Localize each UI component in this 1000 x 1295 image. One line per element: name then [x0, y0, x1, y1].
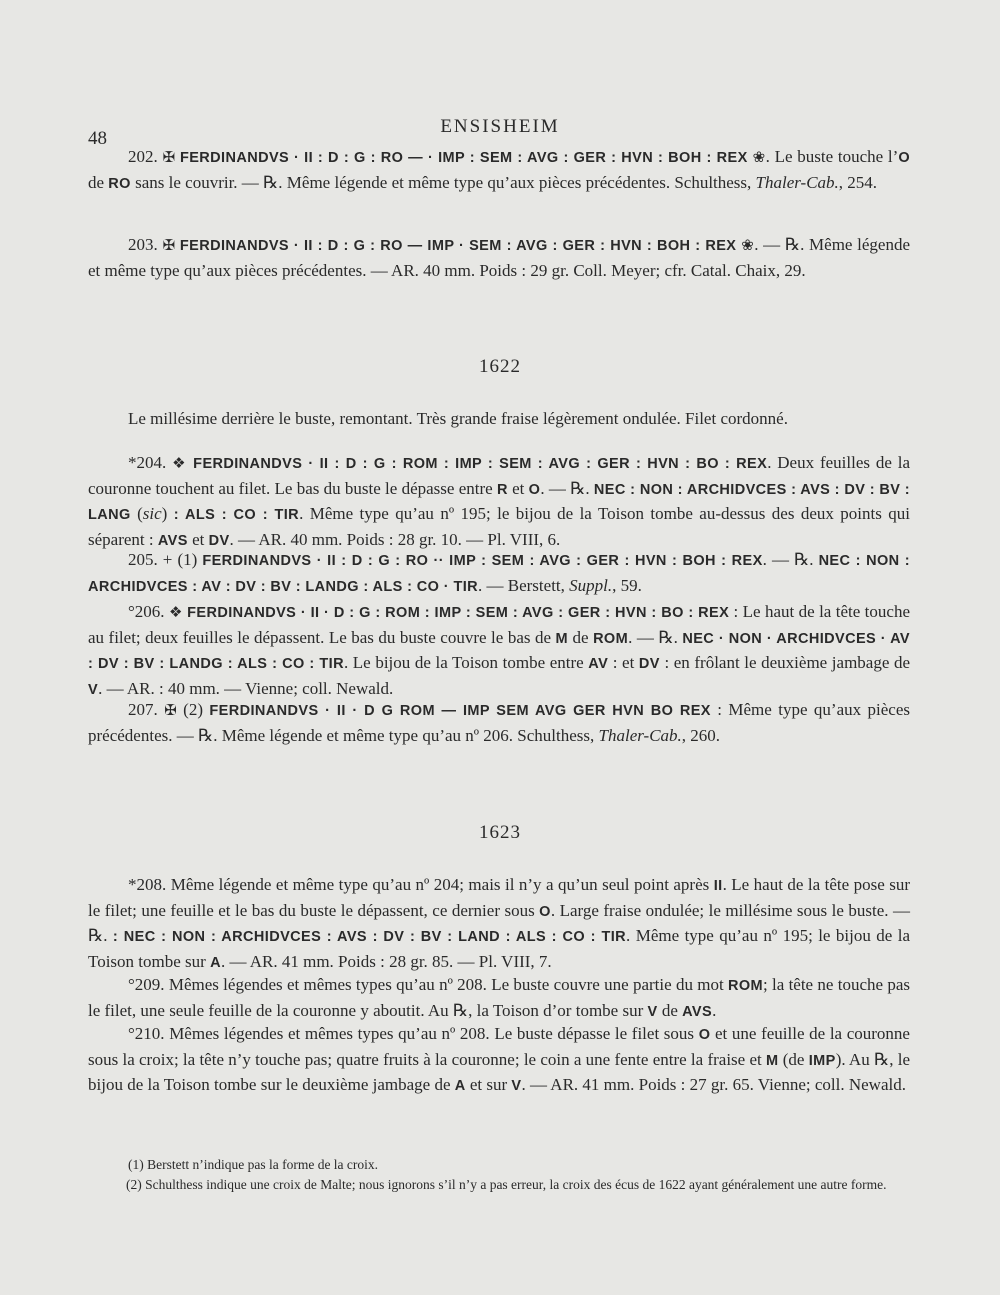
legend-letter: IMP	[808, 1052, 836, 1069]
entry-text: de	[657, 1000, 683, 1020]
reverse-legend: NEC · NON · ARCHIDVCES · AV : DV : BV : LANDG : ALS : CO : TIR	[88, 630, 910, 672]
entry-text: de	[568, 627, 594, 647]
footnotes	[128, 1156, 918, 1193]
footnote-2: (2) Schulthess indique une croix de Malte; nous ignorons s’il n’y a pas erreur, la croix des écus de 1622 ayant généralement une autre forme.	[126, 1177, 887, 1192]
entry-text: . — ℞. Même légende et même type qu’aux pièces précédentes. — AR. 40 mm. Poids : 29 gr. Coll. Meyer; cfr. Catal. Chaix, 29.	[88, 235, 911, 280]
legend-letter: ROM	[593, 630, 629, 647]
obverse-legend: FERDINANDVS · II : D : G : RO — · IMP : SEM : AVG : GER : HVN : BOH : REX	[175, 150, 753, 166]
entry-text: . Large fraise ondulée; le millésime sous le buste. — ℞.	[88, 900, 910, 945]
entry-text: . — AR. : 40 mm. — Vienne; coll. Newald.	[98, 678, 394, 698]
entry-text: et	[187, 529, 209, 549]
legend-letter: V	[88, 681, 99, 698]
entry-text: , 260.	[681, 725, 721, 745]
entry-text: . — ℞.	[540, 478, 594, 498]
reverse-legend: : NEC : NON : ARCHIDVCES : AVS : DV : BV : LAND : ALS : CO : TIR	[112, 929, 627, 945]
year-heading-1622: 1622	[479, 356, 521, 377]
legend-letter: AVS	[682, 1003, 713, 1020]
legend-letter: AV	[588, 656, 609, 672]
entry-text: et	[507, 478, 529, 498]
obverse-legend: FERDINANDVS · II : D : G : RO ·· IMP : SEM : AVG : GER : HVN : BOH : REX	[202, 553, 763, 569]
entry-text: : en frôlant le deuxième jambage de	[659, 653, 911, 672]
legend-letter: M	[766, 1052, 779, 1069]
legend-letter: A	[454, 1078, 466, 1094]
entry-text: (	[130, 504, 143, 523]
entry-text: . — AR. 41 mm. Poids : 27 gr. 65. Vienne; coll. Newald.	[521, 1075, 906, 1094]
entry-number: 203.	[128, 235, 163, 254]
legend-letter: M	[555, 630, 569, 647]
entry-number: 207.	[128, 700, 165, 719]
entry-204	[88, 451, 910, 553]
legend-letter: V	[647, 1003, 658, 1020]
entry-text: . Le haut de la tête pose sur le filet; une feuille et le bas du buste le dépassent, ce dernier sous	[88, 875, 911, 920]
legend-letter: O	[698, 1027, 711, 1043]
reverse-legend: NEC : NON : ARCHIDVCES : AVS : DV : BV : LANG	[88, 481, 910, 523]
running-head: ENSISHEIM	[440, 116, 560, 137]
entry-number: °210.	[128, 1024, 170, 1043]
entry-text: . Deux feuilles de la couronne touchent au filet. Le bas du buste le dépasse entre	[88, 453, 911, 498]
entry-text: . Même type qu’au nº 195; le bijou de la Toison tombe au-dessus des deux points qui séparent :	[88, 504, 910, 549]
footnote-1: (1) Berstett n’indique pas la forme de la croix.	[128, 1157, 379, 1172]
entry-number: °206.	[128, 602, 169, 621]
obverse-legend: FERDINANDVS · II · D G ROM — IMP SEM AVG GER HVN BO REX	[209, 703, 711, 719]
year-heading-1623: 1623	[479, 822, 521, 843]
legend-letter: DV	[208, 532, 230, 549]
cross-pattee-icon: ✠	[162, 236, 176, 254]
entry-202	[88, 145, 910, 196]
entry-text: et une feuille de la couronne sous la croix; la tête n’y touche pas; quatre fruits à la couronne; le coin a une fente entre la fraise et	[88, 1024, 910, 1069]
entry-205	[88, 548, 910, 599]
entry-text: . — Berstett,	[478, 575, 570, 595]
entry-text: . — ℞.	[762, 550, 819, 569]
entry-text: Mêmes légendes et mêmes types qu’au nº 208. Le buste couvre une partie du mot	[168, 975, 728, 994]
entry-text: . — ℞.	[628, 627, 683, 647]
rosette-icon: ❀	[752, 148, 766, 166]
legend-letter: V	[511, 1078, 522, 1094]
maltese-cross-icon: ❖	[172, 454, 188, 472]
entry-210	[88, 1022, 910, 1099]
entry-text: : et	[608, 653, 639, 672]
legend-letter: O	[898, 150, 911, 166]
entry-text: Mêmes légendes et mêmes types qu’au nº 208. Le buste dépasse le filet sous	[169, 1024, 699, 1043]
entry-text: . Le bijou de la Toison tombe entre	[343, 653, 589, 672]
obverse-legend: FERDINANDVS · II · D : G : ROM : IMP : SEM : AVG : GER : HVN : BO : REX	[182, 605, 730, 621]
reference-title: Suppl.	[569, 575, 613, 595]
legend-letter: II	[713, 878, 723, 894]
obverse-legend: FERDINANDVS · II : D : G : ROM : IMP : SEM : AVG : GER : HVN : BO : REX	[187, 456, 768, 472]
sic-note: sic	[142, 504, 162, 523]
entry-text: .	[712, 1000, 717, 1020]
rosette-icon: ❀	[741, 236, 755, 254]
entry-text: . Même type qu’au nº 195; le bijou de la Toison tombe sur	[88, 926, 910, 971]
entry-number: 205. + (1)	[128, 550, 203, 569]
entry-208	[88, 873, 910, 975]
entry-text: ; la tête ne touche pas le filet, une seule feuille de la couronne y aboutit. Au ℞, la Toison d’or tombe sur	[88, 975, 910, 1020]
entry-text: , 59.	[612, 575, 642, 595]
entry-text: (de	[778, 1049, 809, 1069]
entry-number: *208.	[128, 875, 171, 894]
intro-text: Le millésime derrière le buste, remontant. Très grande fraise légèrement ondulée. Filet cordonné.	[128, 409, 788, 428]
reverse-legend: NEC : NON : ARCHIDVCES : AV : DV : BV : LANDG : ALS : CO · TIR	[88, 553, 910, 595]
cross-pattee-icon: ✠	[162, 148, 176, 166]
entry-text: de	[88, 172, 109, 192]
entry-number: 202.	[128, 147, 163, 166]
legend-letter: R	[496, 481, 508, 498]
entry-text: . — AR. 41 mm. Poids : 28 gr. 85. — Pl. VIII, 7.	[220, 951, 552, 971]
entry-text: : Même type qu’aux pièces précédentes. — ℞. Même légende et même type qu’au nº 206. Schulthess,	[88, 700, 910, 745]
entry-text: . Le buste touche l’	[765, 147, 899, 166]
reverse-legend: : ALS : CO : TIR	[173, 507, 300, 523]
entry-text: , 254.	[838, 172, 878, 192]
legend-letter: O	[539, 903, 551, 920]
entry-text: et sur	[465, 1075, 512, 1094]
entry-text: . — AR. 40 mm. Poids : 28 gr. 10. — Pl. VIII, 6.	[229, 529, 561, 549]
footnote-ref: (2)	[176, 700, 210, 719]
legend-letter: A	[210, 954, 221, 971]
maltese-cross-icon: ❖	[168, 603, 183, 621]
entry-text: )	[161, 504, 174, 523]
legend-letter: AVS	[157, 532, 188, 549]
entry-207	[88, 698, 910, 748]
entry-number: °209.	[128, 975, 169, 994]
legend-letter: ROM	[727, 978, 763, 994]
entry-206	[88, 600, 910, 702]
obverse-legend: FERDINANDVS · II : D : G : RO — IMP · SEM : AVG : GER : HVN : BOH : REX	[175, 238, 742, 254]
intro-1622	[88, 407, 910, 432]
page-number: 48	[88, 128, 107, 149]
legend-letter: DV	[638, 656, 660, 672]
legend-letter: O	[528, 481, 541, 498]
legend-letter: RO	[108, 175, 131, 192]
entry-number: *204.	[128, 453, 173, 472]
reference-title: Thaler-Cab.	[598, 725, 682, 745]
entry-text: : Le haut de la tête touche au filet; deux feuilles le dépassent. Le bas du buste couvre le bas de	[88, 602, 910, 647]
entry-text: ). Au ℞, le bijou de la Toison tombe sur le deuxième jambage de	[88, 1049, 910, 1094]
entry-203	[88, 233, 910, 283]
cross-pattee-icon: ✠	[164, 701, 177, 719]
entry-text: Même légende et même type qu’au nº 204; mais il n’y a qu’un seul point après	[170, 875, 714, 894]
entry-text: sans le couvrir. — ℞. Même légende et même type qu’aux pièces précédentes. Schulthess,	[130, 172, 756, 192]
entry-209	[88, 973, 910, 1024]
reference-title: Thaler-Cab.	[755, 172, 839, 192]
